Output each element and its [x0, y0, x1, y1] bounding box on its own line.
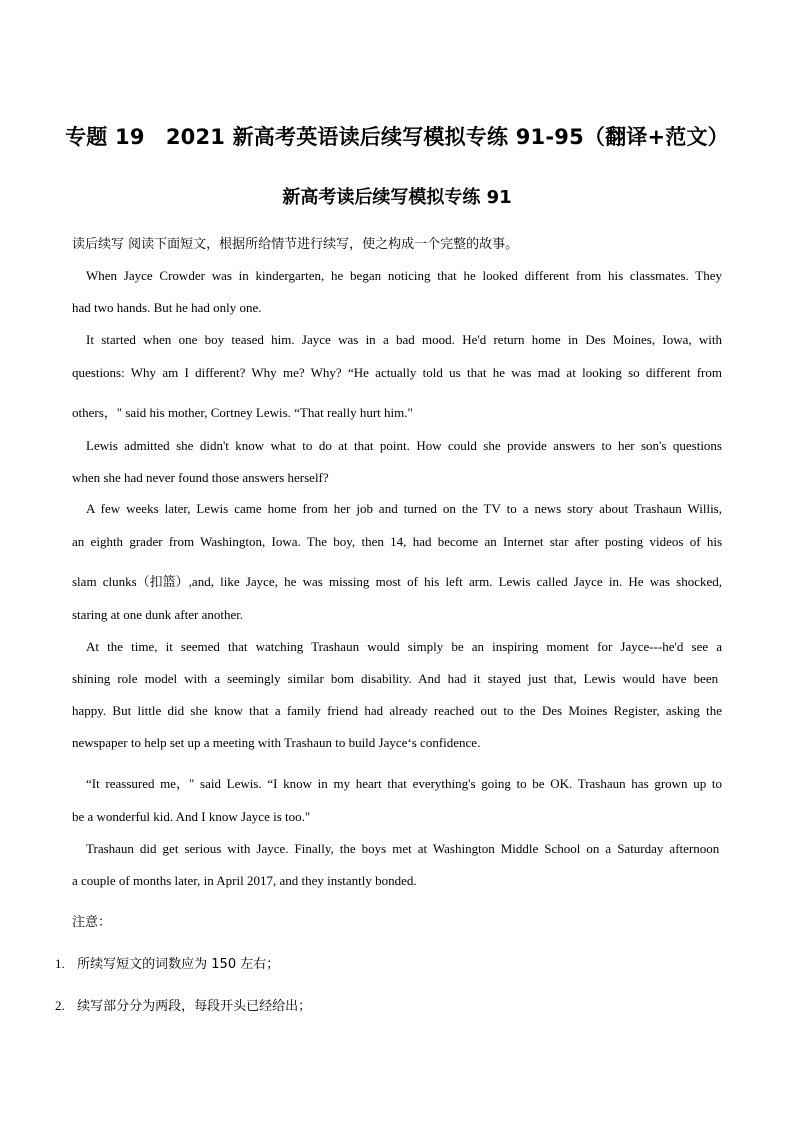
- passage-line: had two hands. But he had only one.: [72, 300, 262, 315]
- passage-line: shining role model with a seemingly similar bom disability. And had it stayed just that, Lewis would have been: [72, 671, 719, 686]
- passage-line: Lewis admitted she didn't know what to do at that point. How could she provide answers to her son's questions: [86, 438, 722, 453]
- passage-line: be a wonderful kid. And I know Jayce is too.": [72, 809, 311, 824]
- notes-heading: 注意：: [72, 915, 112, 930]
- passage-line: an eighth grader from Washington, Iowa. The boy, then 14, had become an Internet star after posting videos of his: [72, 534, 722, 549]
- passage-line: others，" said his mother, Cortney Lewis. “That really hurt him.": [72, 405, 413, 420]
- note-text: 所续写短文的词数应为 150 左右；: [77, 957, 280, 972]
- note-text: 续写部分分为两段，每段开头已经给出；: [77, 999, 312, 1014]
- note-item: [55, 953, 279, 972]
- passage-line: staring at one dunk after another.: [72, 607, 244, 622]
- passage-line: At the time, it seemed that watching Trashaun would simply be an inspiring moment for Jayce---he'd see a: [86, 639, 722, 654]
- passage-line: happy. But little did she know that a family friend had already reached out to the Des Moines Register, asking the: [72, 703, 722, 718]
- passage-line: It started when one boy teased him. Jayce was in a bad mood. He'd return home in Des Moines, Iowa, with: [86, 332, 722, 347]
- document-title: 专题 19 2021 新高考英语读后续写模拟专练 91-95（翻译+范文）: [65, 125, 729, 149]
- passage-line: Trashaun did get serious with Jayce. Finally, the boys met at Washington Middle School on a Saturday afternoon: [86, 841, 720, 856]
- note-item: [55, 995, 311, 1014]
- instruction-text: 读后续写 阅读下面短文，根据所给情节进行续写，使之构成一个完整的故事。: [72, 237, 519, 252]
- passage-line: slam clunks（扣篮）,and, like Jayce, he was missing most of his left arm. Lewis called Jayce in. He was shocked,: [72, 574, 722, 589]
- passage-line: questions: Why am I different? Why me? Why? “He actually told us that he was mad at looking so different from: [72, 365, 722, 380]
- passage-line: When Jayce Crowder was in kindergarten, he began noticing that he looked different from his classmates. They: [86, 268, 722, 283]
- passage-line: newspaper to help set up a meeting with Trashaun to build Jayce‘s confidence.: [72, 735, 481, 750]
- passage-line: A few weeks later, Lewis came home from her job and turned on the TV to a news story about Trashaun Willis,: [86, 501, 722, 516]
- note-number: 1.: [55, 956, 65, 971]
- document-subtitle: 新高考读后续写模拟专练 91: [282, 187, 512, 208]
- passage-line: “It reassured me，" said Lewis. “I know in my heart that everything's going to be OK. Trashaun has grown up to: [86, 776, 722, 791]
- note-number: 2.: [55, 998, 65, 1013]
- passage-line: when she had never found those answers herself?: [72, 470, 329, 485]
- passage-line: a couple of months later, in April 2017, and they instantly bonded.: [72, 873, 417, 888]
